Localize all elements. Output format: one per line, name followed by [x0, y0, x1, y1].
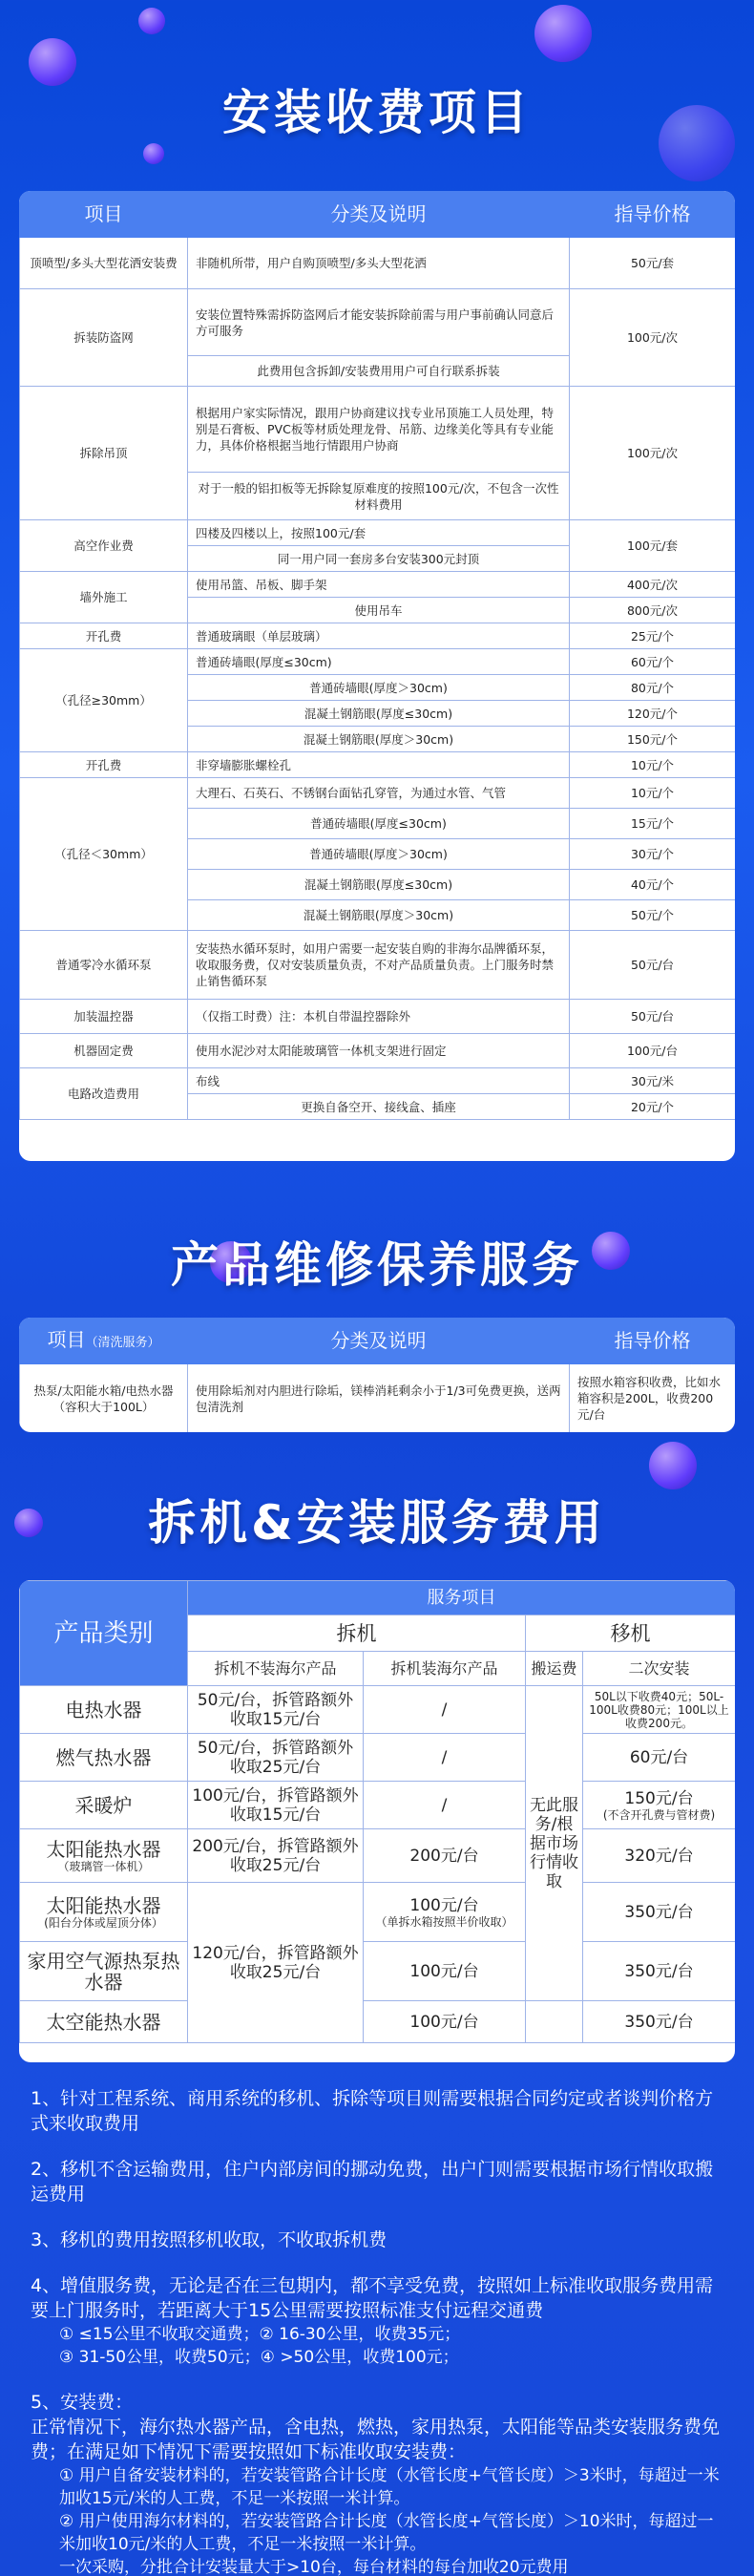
table-cell: 混凝土钢筋眼(厚度≤30cm) [188, 870, 570, 900]
row-name: 电热水器 [20, 1686, 188, 1734]
col-desc: 分类及说明 [188, 192, 570, 238]
maint-table-card [19, 1318, 735, 1432]
table-cell: 安装热水循环泵时，如用户需要一起安装自购的非海尔品牌循环泵，收取服务费，仅对安装质量负责，不对产品质量负责。上门服务时禁止销售循环泵 [188, 931, 570, 1000]
notes [31, 2086, 727, 2576]
table-cell: 机器固定费 [20, 1034, 188, 1068]
table-cell: 50L以下收费40元；50L-100L收费80元；100L以上收费200元。 [583, 1686, 736, 1734]
yiji-header: 移机 [526, 1615, 736, 1652]
table-cell: 使用水泥沙对太阳能玻璃管一体机支架进行固定 [188, 1034, 570, 1068]
table-cell: 普通玻璃眼（单层玻璃） [188, 623, 570, 649]
table-cell: 热泵/太阳能水箱/电热水器（容积大于100L） [20, 1364, 188, 1433]
table-cell: 50元/套 [570, 238, 736, 289]
table-cell: 开孔费 [20, 752, 188, 778]
table-cell: 普通砖墙眼(厚度≤30cm) [188, 809, 570, 839]
note-5-sub: ① 用户自备安装材料的，若安装管路合计长度（水管长度+气管长度）＞3米时，每超过一米加收15元/米的人工费，不足一米按照一米计算。 [59, 2466, 720, 2508]
col-item-sub: （清洗服务） [85, 1335, 160, 1350]
table-cell: 电路改造费用 [20, 1068, 188, 1120]
move-table [19, 1580, 735, 2043]
table-cell: 400元/次 [570, 572, 736, 598]
table-cell: 800元/次 [570, 598, 736, 623]
table-cell: 50元/台 [570, 1000, 736, 1034]
table-cell: 开孔费 [20, 623, 188, 649]
col-price: 指导价格 [570, 192, 736, 238]
table-cell: / [364, 1686, 526, 1734]
table-cell: 40元/个 [570, 870, 736, 900]
chaiji-header: 拆机 [188, 1615, 526, 1652]
decor-bubble [143, 143, 164, 164]
table-cell: 30元/个 [570, 839, 736, 870]
note-5-text: 正常情况下，海尔热水器产品，含电热，燃热，家用热泵，太阳能等品类安装服务费免费；在满足如下情况下需要按照如下标准收取安装费： [31, 2417, 721, 2462]
category-header: 产品类别 [20, 1581, 188, 1686]
table-cell: （孔径≥30mm） [20, 649, 188, 752]
col-c4: 二次安装 [583, 1652, 736, 1686]
table-cell: 100元/台 [364, 2001, 526, 2043]
table-cell: 普通砖墙眼(厚度＞30cm) [188, 839, 570, 870]
row-name-sub: （玻璃管一体机） [57, 1859, 150, 1873]
note-2: 2、移机不含运输费用，住户内部房间的挪动免费，出户门则需要根据市场行情收取搬运费用 [31, 2159, 714, 2205]
table-cell: / [364, 1734, 526, 1782]
table-cell: 50元/台，拆管路额外收取25元/台 [188, 1734, 364, 1782]
table-cell: 50元/台 [570, 931, 736, 1000]
table-cell: 混凝土钢筋眼(厚度≤30cm) [188, 701, 570, 727]
table-cell: 50元/个 [570, 900, 736, 931]
table-cell: 根据用户家实际情况，跟用户协商建议找专业吊顶施工人员处理，特别是石膏板、PVC板等材质处理龙骨、吊筋、边缘美化等具有专业能力，具体价格根据当地行情跟用户协商 [188, 387, 570, 473]
table-cell: 使用除垢剂对内胆进行除垢，镁棒消耗剩余小于1/3可免费更换，送两包清洗剂 [188, 1364, 570, 1433]
table-cell: 60元/台 [583, 1734, 736, 1782]
table-cell: 按照水箱容积收费，比如水箱容积是200L，收费200元/台 [570, 1364, 736, 1433]
row-name [20, 1883, 188, 1942]
table-cell: 此费用包含拆卸/安装费用用户可自行联系拆装 [188, 356, 570, 387]
col-item [20, 1319, 188, 1364]
row-name: 采暖炉 [20, 1782, 188, 1829]
note-4: 4、增值服务费，无论是否在三包期内，都不享受免费，按照如上标准收取服务费用需要上门服务时，若距离大于15公里需要按照标准支付远程交通费 [31, 2275, 714, 2321]
col-c2: 拆机装海尔产品 [364, 1652, 526, 1686]
table-cell: 安装位置特殊需拆防盗网后才能安装拆除前需与用户事前确认同意后方可服务 [188, 289, 570, 356]
table-cell [364, 1883, 526, 1942]
note-4-sub: ① ≤15公里不收取交通费；② 16-30公里，收费35元； [59, 2325, 461, 2344]
table-cell: （孔径＜30mm） [20, 778, 188, 931]
table-cell: 10元/个 [570, 752, 736, 778]
table-cell: 80元/个 [570, 675, 736, 701]
decor-bubble [649, 1442, 697, 1489]
table-cell: 混凝土钢筋眼(厚度＞30cm) [188, 727, 570, 752]
note-5-sub: ② 用户使用海尔材料的，若安装管路合计长度（水管长度+气管长度）＞10米时，每超过一米加收10元/米的人工费，不足一米按照一米计算。 [59, 2512, 714, 2554]
table-cell: 100元/套 [570, 520, 736, 572]
table-cell: 200元/台 [364, 1829, 526, 1883]
table-cell: 120元/个 [570, 701, 736, 727]
install-title: 安装收费项目 [222, 85, 532, 140]
price-note: (不含开孔费与管材费) [602, 1807, 716, 1822]
row-name-text: 太阳能热水器 [46, 1837, 161, 1861]
table-cell: 加装温控器 [20, 1000, 188, 1034]
col-item: 项目 [20, 192, 188, 238]
table-cell: 顶喷型/多头大型花洒安装费 [20, 238, 188, 289]
table-cell: 150元/个 [570, 727, 736, 752]
row-name-text: 太阳能热水器 [46, 1893, 161, 1917]
note-3: 3、移机的费用按照移机收取，不收取拆机费 [31, 2229, 387, 2250]
table-cell: 100元/次 [570, 289, 736, 387]
table-cell: 使用吊车 [188, 598, 570, 623]
col-item-label: 项目 [47, 1327, 86, 1351]
table-cell: 使用吊篮、吊板、脚手架 [188, 572, 570, 598]
table-cell: 混凝土钢筋眼(厚度＞30cm) [188, 900, 570, 931]
note-4-sub: ③ 31-50公里，收费50元；④ >50公里，收费100元； [59, 2348, 459, 2367]
install-table [19, 191, 735, 1120]
table-cell: 拆装防盗网 [20, 289, 188, 387]
table-cell: 15元/个 [570, 809, 736, 839]
note-5-sub: 一次采购，分批合计安装量大于>10台，每台材料的每台加收20元费用 [59, 2558, 569, 2576]
col-desc: 分类及说明 [188, 1319, 570, 1364]
price-text: 100元/台 [409, 1895, 479, 1915]
col-c1: 拆机不装海尔产品 [188, 1652, 364, 1686]
decor-bubble [138, 8, 165, 34]
note-5: 5、安装费： [31, 2392, 134, 2413]
service-items-header: 服务项目 [188, 1581, 736, 1615]
table-cell: 墙外施工 [20, 572, 188, 623]
note-1: 1、针对工程系统、商用系统的移机、拆除等项目则需要根据合同约定或者谈判价格方式来收取费用 [31, 2088, 714, 2134]
table-cell: 布线 [188, 1068, 570, 1094]
table-cell: 350元/台 [583, 1942, 736, 2001]
table-cell: 拆除吊顶 [20, 387, 188, 520]
table-cell: 对于一般的铝扣板等无拆除复原难度的按照100元/次，不包含一次性材料费用 [188, 473, 570, 520]
table-cell: 20元/个 [570, 1094, 736, 1120]
move-title: 拆机&安装服务费用 [148, 1495, 606, 1551]
table-cell: 100元/次 [570, 387, 736, 520]
maint-table [19, 1318, 735, 1432]
move-table-card [19, 1580, 735, 2062]
table-cell: 普通砖墙眼(厚度≤30cm) [188, 649, 570, 675]
table-cell: 100元/台 [570, 1034, 736, 1068]
table-cell: 350元/台 [583, 2001, 736, 2043]
table-cell: 四楼及四楼以上，按照100元/套 [188, 520, 570, 546]
table-cell [583, 1782, 736, 1829]
maint-title: 产品维修保养服务 [171, 1237, 583, 1293]
table-cell: 320元/台 [583, 1829, 736, 1883]
table-cell: 10元/个 [570, 778, 736, 809]
col-price: 指导价格 [570, 1319, 736, 1364]
table-cell: 同一用户同一套房多台安装300元封顶 [188, 546, 570, 572]
table-cell: 50元/台，拆管路额外收取15元/台 [188, 1686, 364, 1734]
table-cell: （仅指工时费）注：本机自带温控器除外 [188, 1000, 570, 1034]
row-name: 太空能热水器 [20, 2001, 188, 2043]
table-cell: 普通零冷水循环泵 [20, 931, 188, 1000]
table-cell: 60元/个 [570, 649, 736, 675]
table-cell: 高空作业费 [20, 520, 188, 572]
table-cell: 大理石、石英石、不锈钢台面钻孔穿管，为通过水管、气管 [188, 778, 570, 809]
table-cell: 25元/个 [570, 623, 736, 649]
row-name: 燃气热水器 [20, 1734, 188, 1782]
row-name: 家用空气源热泵热水器 [20, 1942, 188, 2001]
table-cell [526, 2001, 583, 2043]
table-cell: 非穿墙膨胀螺栓孔 [188, 752, 570, 778]
price-text: 150元/台 [624, 1788, 694, 1808]
decor-bubble [534, 5, 592, 62]
row-name-sub: (阳台分体或屋顶分体） [44, 1915, 163, 1930]
row-name [20, 1829, 188, 1883]
col-c3: 搬运费 [526, 1652, 583, 1686]
install-table-card [19, 191, 735, 1161]
table-cell: 100元/台，拆管路额外收取15元/台 [188, 1782, 364, 1829]
no-service-cell: 无此服务/根据市场行情收取 [526, 1686, 583, 2001]
table-cell: 非随机所带，用户自购顶喷型/多头大型花洒 [188, 238, 570, 289]
table-cell: 普通砖墙眼(厚度＞30cm) [188, 675, 570, 701]
table-cell: 120元/台，拆管路额外收取25元/台 [188, 1883, 364, 2043]
table-cell: / [364, 1782, 526, 1829]
table-cell: 200元/台，拆管路额外收取25元/台 [188, 1829, 364, 1883]
price-note: （单拆水箱按照半价收取） [375, 1914, 513, 1929]
table-cell: 30元/米 [570, 1068, 736, 1094]
table-cell: 100元/台 [364, 1942, 526, 2001]
table-cell: 更换自备空开、接线盒、插座 [188, 1094, 570, 1120]
table-cell: 350元/台 [583, 1883, 736, 1942]
